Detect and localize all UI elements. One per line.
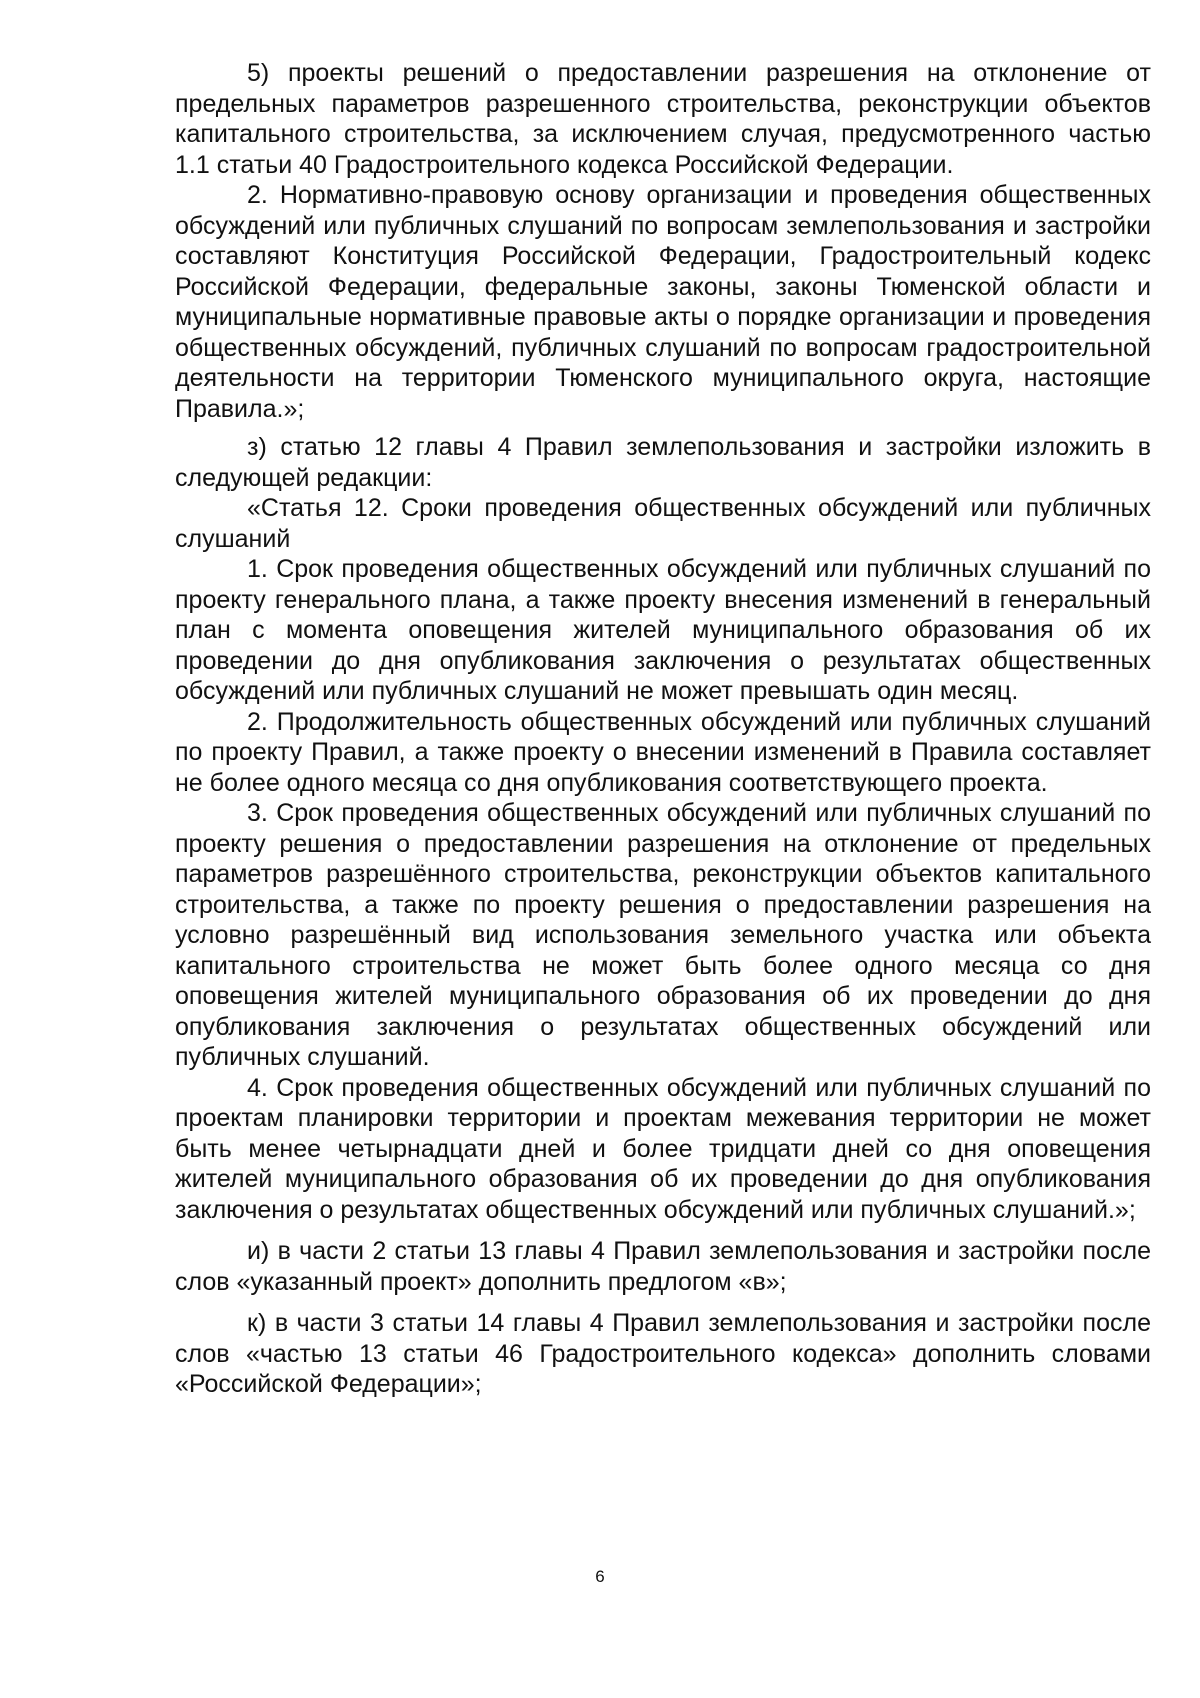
paragraph-amendment-k: к) в части 3 статьи 14 главы 4 Правил землепользования и застройки после слов «частью 13 статьи 46 Градостроительного кодекса» дополнить словами «Российской Федерации»; [175, 1309, 1151, 1398]
paragraph-article-12-part-1: 1. Срок проведения общественных обсуждений или публичных слушаний по проекту генерального плана, а также проекту внесения изменений в генеральный план с момента оповещения жителей муниципального образования об их проведении до дня опубликования заключения о результатах общественных обсуждений или публичных слушаний не может превышать один месяц. [175, 555, 1151, 705]
paragraph-amendment-i: и) в части 2 статьи 13 главы 4 Правил землепользования и застройки после слов «указанный проект» дополнить предлогом «в»; [175, 1237, 1151, 1296]
paragraph-section-2: 2. Нормативно-правовую основу организации и проведения общественных обсуждений или публичных слушаний по вопросам землепользования и застройки составляют Конституция Российской Федерации, Градостроительный кодекс Российской Федерации, федеральные законы, законы Тюменской области и муниципальные нормативные правовые акты о порядке организации и проведения общественных обсуждений, публичных слушаний по вопросам градостроительной деятельности на территории Тюменского муниципального округа, настоящие Правила.»; [175, 181, 1151, 423]
paragraph-article-12-part-2: 2. Продолжительность общественных обсуждений или публичных слушаний по проекту Правил, а также проекту о внесении изменений в Правила составляет не более одного месяца со дня опубликования соответствующего проекта. [175, 707, 1151, 797]
paragraph-amendment-z: з) статью 12 главы 4 Правил землепользования и застройки изложить в следующей редакции: [175, 433, 1151, 492]
page-number: 6 [595, 1567, 605, 1586]
paragraph-article-12-title: «Статья 12. Сроки проведения общественных обсуждений или публичных слушаний [175, 494, 1151, 553]
document-body [175, 58, 1151, 1400]
paragraph-article-12-part-3: 3. Срок проведения общественных обсуждений или публичных слушаний по проекту решения о предоставлении разрешения на отклонение от предельных параметров разрешённого строительства, реконструкции объектов капитального строительства, а также по проекту решения о предоставлении разрешения на условно разрешённый вид использования земельного участка или объекта капитального строительства не может быть более одного месяца со дня оповещения жителей муниципального образования об их проведении до дня опубликования заключения о результатах общественных обсуждений или публичных слушаний. [175, 799, 1151, 1071]
paragraph-item-5: 5) проекты решений о предоставлении разрешения на отклонение от предельных параметров разрешенного строительства, реконструкции объектов капитального строительства, за исключением случая, предусмотренного частью 1.1 статьи 40 Градостроительного кодекса Российской Федерации. [175, 59, 1151, 179]
paragraph-article-12-part-4: 4. Срок проведения общественных обсуждений или публичных слушаний по проектам планировки территории и проектам межевания территории не может быть менее четырнадцати дней и более тридцати дней со дня оповещения жителей муниципального образования об их проведении до дня опубликования заключения о результатах общественных обсуждений или публичных слушаний.»; [175, 1073, 1151, 1224]
